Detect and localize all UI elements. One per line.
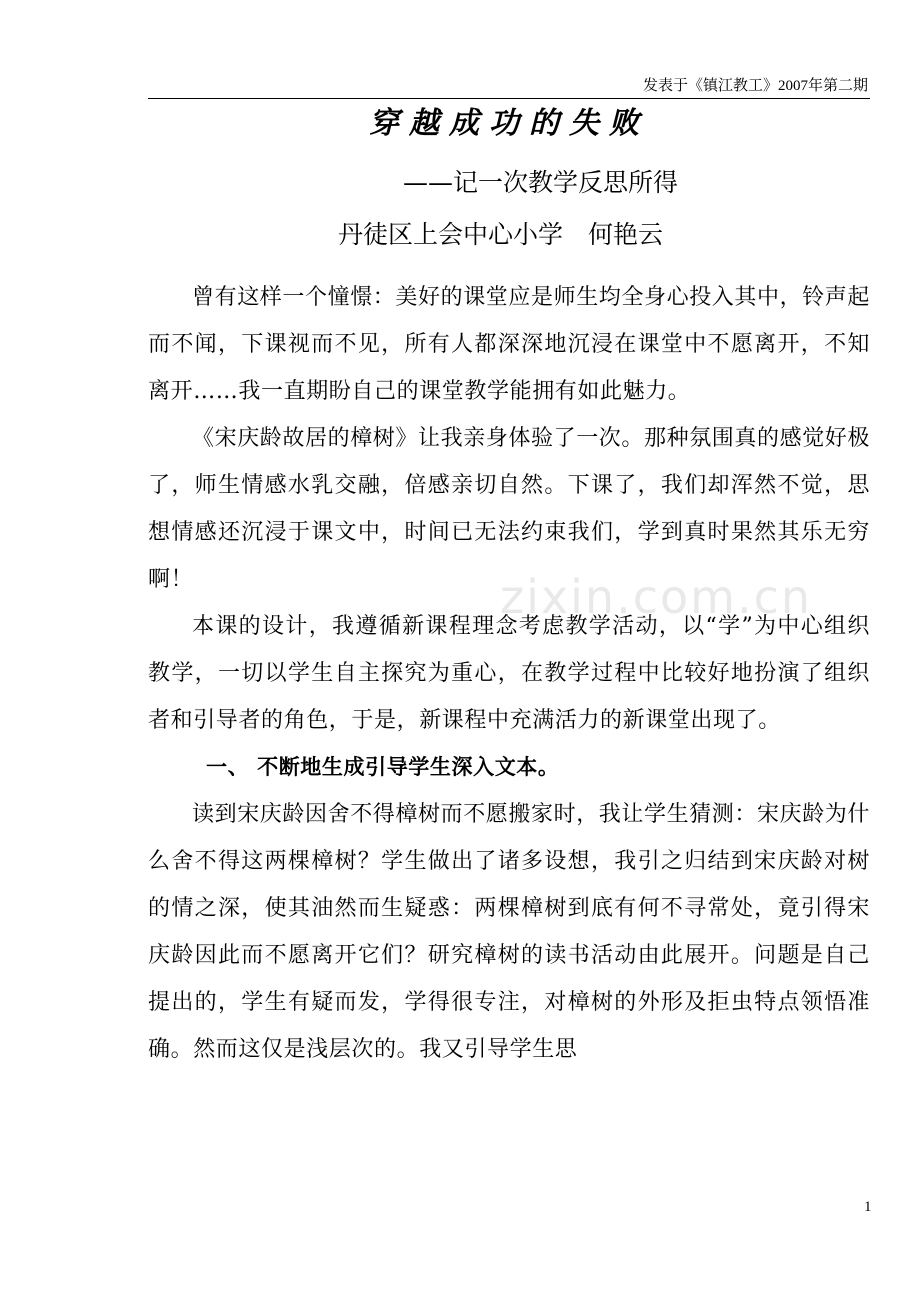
body-paragraph-3: 本课的设计，我遵循新课程理念考虑教学活动，以“学”为中心组织教学，一切以学生自主探究为重心，在教学过程中比较好地扮演了组织者和引导者的角色，于是，新课程中充满活力的新课堂出现了。 <box>148 614 870 733</box>
section-heading-1: 一、 不断地生成引导学生深入文本。 <box>206 755 560 779</box>
watermark-text: zixin.com.cn <box>500 570 813 624</box>
publication-header: 发表于《镇江教工》2007年第二期 <box>642 78 868 94</box>
article-subtitle: ——记一次教学反思所得 <box>403 168 679 197</box>
header-divider <box>148 98 870 99</box>
body-paragraph-2: 《宋庆龄故居的樟树》让我亲身体验了一次。那种氛围真的感觉好极了，师生情感水乳交融，倍感亲切自然。下课了，我们却浑然不觉，思想情感还沉浸于课文中，时间已无法约束我们，学到真时果然其乐无穷啊！ <box>148 426 871 592</box>
article-body <box>148 274 870 1073</box>
page-number: 1 <box>864 1199 872 1215</box>
article-author: 丹徒区上会中心小学 何艳云 <box>338 220 664 249</box>
article-title: 穿越成功的失败 <box>369 106 649 141</box>
section-paragraph-1: 读到宋庆龄因舍不得樟树而不愿搬家时，我让学生猜测：宋庆龄为什么舍不得这两棵樟树？学生做出了诸多设想，我引之归结到宋庆龄对树的情之深，使其油然而生疑惑：两棵樟树到底有何不寻常处，竟引得宋庆龄因此而不愿离开它们？研究樟树的读书活动由此展开。问题是自己提出的，学生有疑而发，学得很专注，对樟树的外形及拒虫特点领悟准确。然而这仅是浅层次的。我又引导学生思 <box>148 802 871 1062</box>
body-paragraph-1: 曾有这样一个憧憬：美好的课堂应是师生均全身心投入其中，铃声起而不闻，下课视而不见，所有人都深深地沉浸在课堂中不愿离开，不知离开……我一直期盼自己的课堂教学能拥有如此魅力。 <box>148 285 871 404</box>
